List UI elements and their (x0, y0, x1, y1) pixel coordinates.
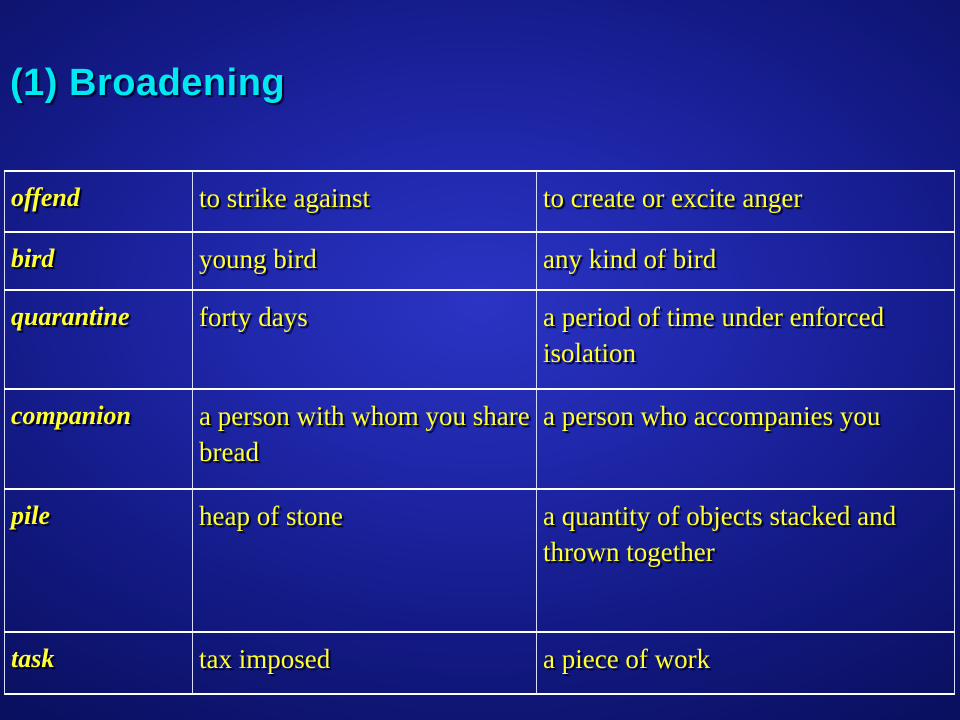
word-meaning-table (4, 170, 955, 695)
table-row (5, 171, 955, 232)
current-meaning-cell: a period of time under enforced isolation (537, 290, 955, 389)
table-row (5, 632, 955, 694)
current-meaning-cell: a person who accompanies you (537, 389, 955, 489)
current-meaning-cell: a piece of work (537, 632, 955, 694)
original-meaning-cell: a person with whom you share bread (193, 389, 537, 489)
table-row (5, 232, 955, 290)
table-row (5, 389, 955, 489)
slide-title: (1) Broadening (10, 62, 286, 104)
original-meaning-cell: heap of stone (193, 489, 537, 632)
word-cell: pile (5, 489, 193, 632)
original-meaning-cell: to strike against (193, 171, 537, 232)
current-meaning-cell: any kind of bird (537, 232, 955, 290)
current-meaning-cell: a quantity of objects stacked and thrown together (537, 489, 955, 632)
table-row (5, 290, 955, 389)
original-meaning-cell: young bird (193, 232, 537, 290)
word-cell: bird (5, 232, 193, 290)
word-cell: companion (5, 389, 193, 489)
table-row (5, 489, 955, 632)
original-meaning-cell: tax imposed (193, 632, 537, 694)
current-meaning-cell: to create or excite anger (537, 171, 955, 232)
word-cell: offend (5, 171, 193, 232)
word-cell: quarantine (5, 290, 193, 389)
word-cell: task (5, 632, 193, 694)
original-meaning-cell: forty days (193, 290, 537, 389)
